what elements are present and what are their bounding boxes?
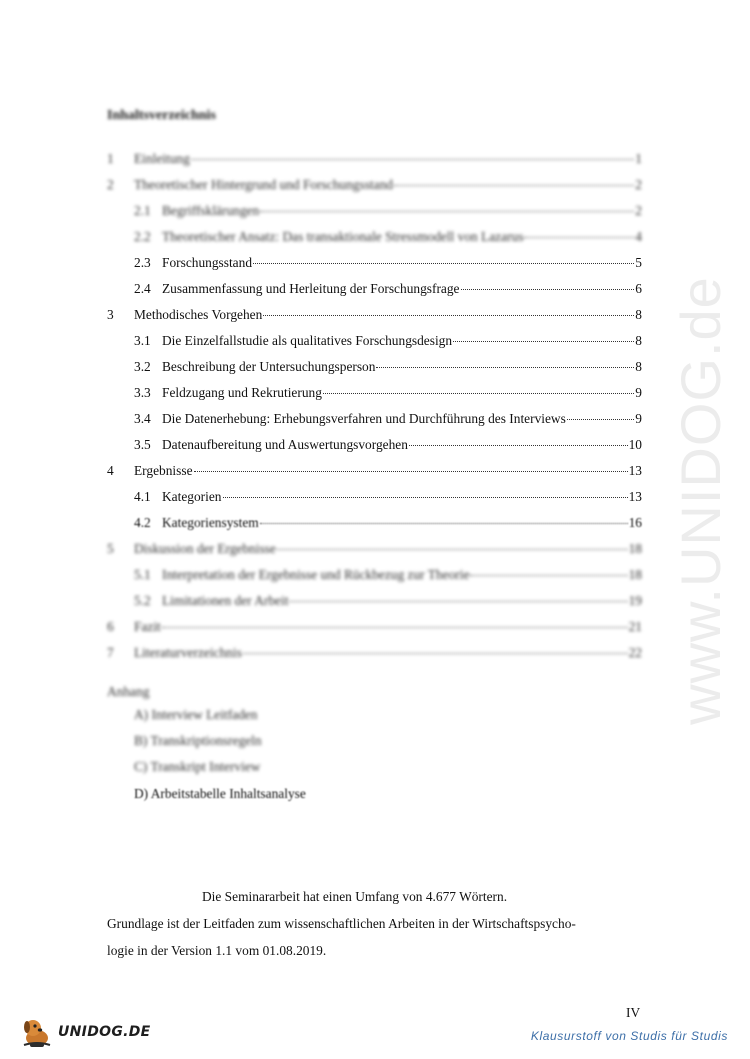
toc-entry[interactable] bbox=[134, 203, 642, 223]
toc-title: Kategorien bbox=[162, 489, 222, 504]
toc-entry[interactable] bbox=[107, 307, 642, 327]
toc-page: 2 bbox=[635, 177, 642, 192]
toc-leader bbox=[567, 419, 634, 420]
toc-number: 2.4 bbox=[134, 281, 151, 296]
logo-text: UNIDOG.DE bbox=[58, 1024, 151, 1040]
toc-title: Theoretischer Ansatz: Das transaktionale Stressmodell von Lazarus bbox=[162, 229, 524, 244]
toc-entry[interactable] bbox=[107, 645, 642, 665]
toc-number: 4 bbox=[107, 463, 114, 478]
toc-title: Feldzugang und Rekrutierung bbox=[162, 385, 322, 400]
toc-entry[interactable] bbox=[134, 567, 642, 587]
toc-page: 13 bbox=[628, 489, 642, 504]
toc-page: 8 bbox=[635, 359, 642, 374]
toc-number: 6 bbox=[107, 619, 114, 634]
toc-leader bbox=[263, 315, 634, 316]
toc-title: Diskussion der Ergebnisse bbox=[134, 541, 276, 556]
toc-entry[interactable] bbox=[134, 359, 642, 379]
toc-leader bbox=[524, 237, 634, 238]
toc-title: Theoretischer Hintergrund und Forschungsstand bbox=[134, 177, 393, 192]
watermark bbox=[640, 270, 750, 730]
toc-entry[interactable] bbox=[134, 229, 642, 249]
toc-number: 3.5 bbox=[134, 437, 151, 452]
toc-number: 5 bbox=[107, 541, 114, 556]
toc-title: Begriffsklärungen bbox=[162, 203, 260, 218]
annex-item: B) Transkriptionsregeln bbox=[134, 733, 262, 748]
toc-entry[interactable] bbox=[134, 333, 642, 353]
toc-entry[interactable] bbox=[134, 437, 642, 457]
toc-entry[interactable] bbox=[134, 593, 642, 613]
toc-page: 9 bbox=[635, 385, 642, 400]
toc-title: Methodisches Vorgehen bbox=[134, 307, 263, 322]
toc-page: 1 bbox=[635, 151, 642, 166]
toc-title: Die Datenerhebung: Erhebungsverfahren und Durchführung des Interviews bbox=[162, 411, 566, 426]
toc-number: 3 bbox=[107, 307, 114, 322]
toc-title: Interpretation der Ergebnisse und Rückbezug zur Theorie bbox=[162, 567, 470, 582]
toc-entry[interactable] bbox=[107, 619, 642, 639]
annex-item: C) Transkript Interview bbox=[134, 759, 261, 774]
toc-leader bbox=[409, 445, 628, 446]
toc-number: 7 bbox=[107, 645, 114, 660]
toc-leader bbox=[223, 497, 628, 498]
toc-leader bbox=[260, 523, 628, 524]
toc-title: Beschreibung der Untersuchungsperson bbox=[162, 359, 376, 374]
toc-leader bbox=[260, 211, 634, 212]
slogan: Klausurstoff von Studis für Studis bbox=[530, 1029, 728, 1043]
toc-leader bbox=[376, 367, 634, 368]
toc-page: 5 bbox=[635, 255, 642, 270]
annex-item: A) Interview Leitfaden bbox=[134, 707, 258, 722]
toc-title: Ergebnisse bbox=[134, 463, 193, 478]
toc-page: 16 bbox=[628, 515, 642, 530]
guideline-note-line1: Grundlage ist der Leitfaden zum wissenschaftlichen Arbeiten in der Wirtschaftspsycho- bbox=[107, 916, 576, 931]
toc-number: 3.3 bbox=[134, 385, 151, 400]
toc-entry[interactable] bbox=[107, 177, 642, 197]
toc-leader bbox=[453, 341, 634, 342]
watermark-text: www.UNIDOG.de bbox=[668, 275, 732, 725]
annex-heading: Anhang bbox=[107, 684, 150, 699]
toc-leader bbox=[470, 575, 627, 576]
toc-page: 18 bbox=[628, 567, 642, 582]
toc-entry[interactable] bbox=[107, 463, 642, 483]
toc-entry[interactable] bbox=[134, 489, 642, 509]
toc-page: 21 bbox=[628, 619, 642, 634]
toc-title: Limitationen der Arbeit bbox=[162, 593, 289, 608]
toc-title: Kategoriensystem bbox=[162, 515, 259, 530]
unidog-logo[interactable] bbox=[20, 1014, 151, 1050]
toc-page: 8 bbox=[635, 333, 642, 348]
toc-leader bbox=[253, 263, 634, 264]
toc-entry[interactable] bbox=[107, 151, 642, 171]
toc-page: 18 bbox=[628, 541, 642, 556]
toc-leader bbox=[394, 185, 634, 186]
toc-heading: Inhaltsverzeichnis bbox=[107, 108, 216, 123]
toc-page: 22 bbox=[628, 645, 642, 660]
page-number: IV bbox=[626, 1005, 641, 1020]
toc-leader bbox=[191, 159, 635, 160]
toc-title: Literaturverzeichnis bbox=[134, 645, 242, 660]
toc-page: 19 bbox=[628, 593, 642, 608]
toc-number: 1 bbox=[107, 151, 114, 166]
toc-number: 5.2 bbox=[134, 593, 151, 608]
toc-number: 3.4 bbox=[134, 411, 151, 426]
toc-page: 6 bbox=[635, 281, 642, 296]
toc-leader bbox=[461, 289, 635, 290]
toc-page: 9 bbox=[635, 411, 642, 426]
toc-entry[interactable] bbox=[134, 255, 642, 275]
toc-page: 10 bbox=[628, 437, 642, 452]
toc-leader bbox=[194, 471, 628, 472]
guideline-note-line2: logie in der Version 1.1 vom 01.08.2019. bbox=[107, 943, 327, 958]
toc-page: 4 bbox=[635, 229, 642, 244]
toc-entry[interactable] bbox=[134, 515, 642, 535]
toc-page: 8 bbox=[635, 307, 642, 322]
toc-title: Zusammenfassung und Herleitung der Forschungsfrage bbox=[162, 281, 460, 296]
toc-entry[interactable] bbox=[134, 411, 642, 431]
toc-number: 4.1 bbox=[134, 489, 151, 504]
toc-title: Forschungsstand bbox=[162, 255, 253, 270]
toc-leader bbox=[323, 393, 634, 394]
toc-title: Einleitung bbox=[134, 151, 190, 166]
toc-number: 5.1 bbox=[134, 567, 151, 582]
toc-page: 2 bbox=[635, 203, 642, 218]
toc-leader bbox=[243, 653, 628, 654]
toc-leader bbox=[277, 549, 628, 550]
toc-leader bbox=[289, 601, 627, 602]
toc-page: 13 bbox=[628, 463, 642, 478]
toc-entry[interactable] bbox=[134, 385, 642, 405]
toc-number: 4.2 bbox=[134, 515, 151, 530]
toc-title: Fazit bbox=[134, 619, 161, 634]
toc-leader bbox=[162, 627, 628, 628]
annex-item: D) Arbeitstabelle Inhaltsanalyse bbox=[134, 786, 306, 801]
toc-number: 3.2 bbox=[134, 359, 151, 374]
toc-entry[interactable] bbox=[134, 281, 642, 301]
toc-entry[interactable] bbox=[107, 541, 642, 561]
toc-number: 2.2 bbox=[134, 229, 151, 244]
toc-number: 2 bbox=[107, 177, 114, 192]
word-count-note: Die Seminararbeit hat einen Umfang von 4.677 Wörtern. bbox=[202, 889, 508, 904]
toc-number: 3.1 bbox=[134, 333, 151, 348]
dog-icon bbox=[20, 1015, 54, 1049]
toc-title: Die Einzelfallstudie als qualitatives Forschungsdesign bbox=[162, 333, 453, 348]
toc-title: Datenaufbereitung und Auswertungsvorgehen bbox=[162, 437, 408, 452]
toc-number: 2.3 bbox=[134, 255, 151, 270]
toc-number: 2.1 bbox=[134, 203, 151, 218]
